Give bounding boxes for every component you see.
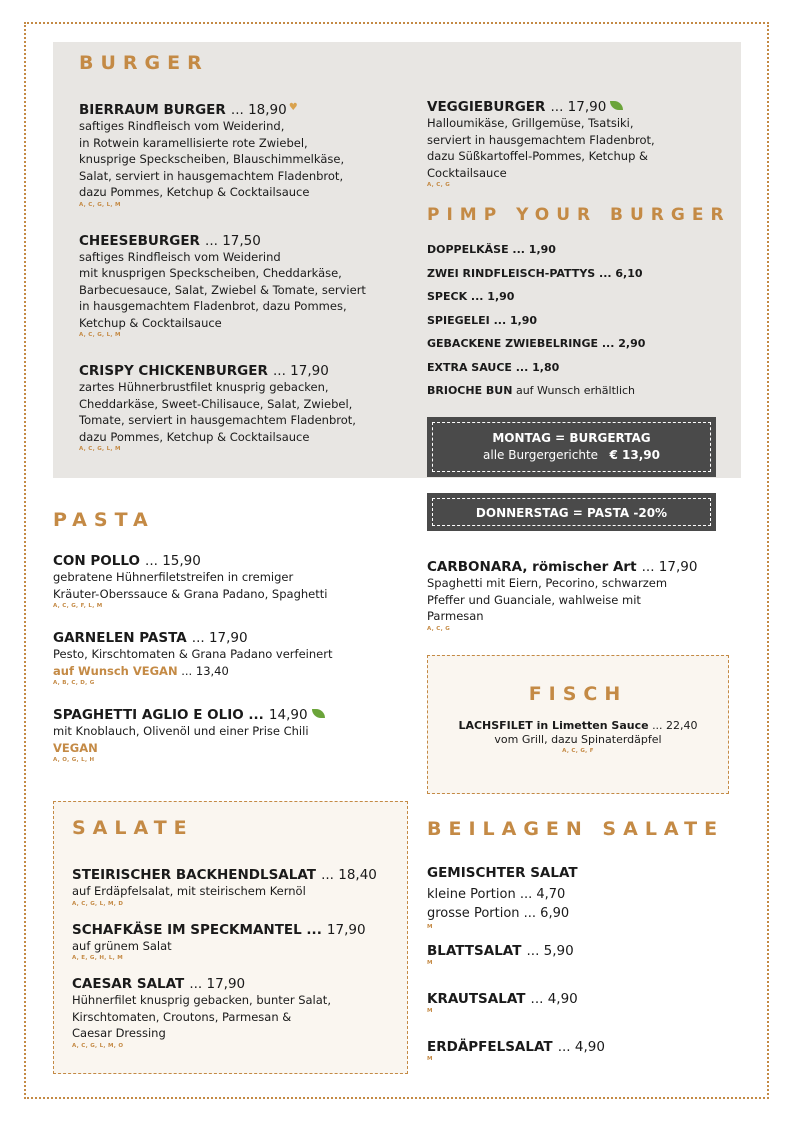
menu-item (427, 865, 727, 930)
item-desc: Tomate, serviert in hausgemachtem Fladenbrot, (79, 413, 356, 427)
allergens: M (427, 1008, 433, 1014)
item-desc: Cocktailsauce (427, 165, 507, 180)
item-price: ... 5,90 (526, 943, 574, 959)
brioche-note: auf Wunsch erhältlich (512, 384, 636, 397)
item-price: ... 15,90 (145, 553, 201, 569)
allergens: A, E, G, H, L, M (72, 955, 124, 961)
menu-item (427, 96, 727, 188)
allergens: M (427, 924, 433, 930)
pimp-item: SPIEGELEI ... 1,90 (427, 313, 538, 327)
donnerstag-inner (432, 498, 711, 526)
allergens: A, C, G, F, L, M (53, 603, 103, 609)
item-desc: Ketchup & Cocktailsauce (79, 315, 222, 330)
heart-icon: ♥ (288, 102, 298, 113)
item-name: CARBONARA, römischer Art (427, 559, 637, 575)
item-price: 14,90 (268, 707, 308, 723)
item-price: ... 4,90 (530, 991, 578, 1007)
item-desc: kleine Portion ... 4,70 (427, 887, 566, 902)
allergens: M (427, 960, 433, 966)
vegan-line (53, 663, 403, 680)
item-desc: mit knusprigen Speckscheiben, Cheddarkäse, (79, 266, 342, 280)
salate-list (72, 864, 402, 1049)
item-desc: grosse Portion ... 6,90 (427, 906, 570, 921)
item-desc: Kirschtomaten, Croutons, Parmesan & (72, 1009, 292, 1024)
allergens: A, C, G, L, M, D (72, 900, 124, 907)
item-desc: in hausgemachtem Fladenbrot, dazu Pommes, (79, 299, 347, 313)
item-name: CAESAR SALAT (72, 976, 185, 992)
item-name: VEGGIEBURGER (427, 99, 546, 115)
allergens: A, C, G (427, 625, 451, 632)
allergens: A, C, G, L, M, O (72, 1042, 124, 1049)
item-price: ... 17,90 (550, 99, 607, 115)
vegan-label: auf Wunsch VEGAN (53, 663, 178, 678)
donnerstag-text: DONNERSTAG = PASTA -20% (475, 506, 668, 520)
item-desc: Hühnerfilet knusprig gebacken, bunter Salat, (72, 993, 331, 1007)
item-price: ... 17,90 (272, 363, 329, 379)
item-price: ... 18,90 (230, 102, 287, 118)
menu-item (72, 864, 402, 907)
item-desc: saftiges Rindfleisch vom Weiderind, (79, 119, 285, 133)
allergens: A, C, G, F (562, 748, 594, 754)
menu-item (427, 988, 727, 1014)
item-desc: dazu Pommes, Ketchup & Cocktailsauce (79, 429, 310, 444)
pimp-item: SPECK ... 1,90 (427, 290, 515, 303)
menu-item (53, 704, 403, 763)
item-name: SPAGHETTI AGLIO E OLIO ... (53, 707, 264, 723)
montag-line2: alle Burgergerichte (483, 448, 599, 462)
item-name: CON POLLO (53, 553, 140, 569)
pimp-item: GEBACKENE ZWIEBELRINGE ... 2,90 (427, 337, 646, 350)
fisch-box (427, 655, 729, 794)
item-desc: knusprige Speckscheiben, Blauschimmelkäse, (79, 152, 345, 166)
allergens: A, O, G, L, H (53, 757, 95, 763)
montag-inner (432, 422, 711, 472)
item-name: ERDÄPFELSALAT (427, 1039, 553, 1055)
item-desc: mit Knoblauch, Olivenöl und einer Prise Chili (53, 724, 309, 738)
item-price: 17,90 (326, 921, 366, 938)
item-name: CHEESEBURGER (79, 232, 200, 249)
fisch-title: FISCH (528, 683, 628, 705)
pasta-left-column (53, 550, 403, 763)
leaf-icon (312, 709, 325, 718)
allergens: A, B, C, D, G (53, 680, 95, 686)
menu-item (79, 360, 414, 452)
item-price: ... 17,90 (641, 559, 698, 575)
item-desc: gebratene Hühnerfiletstreifen in cremiger (53, 570, 294, 584)
item-name: BLATTSALAT (427, 943, 522, 959)
montag-box (427, 417, 716, 477)
pimp-item: DOPPELKÄSE ... 1,90 (427, 243, 556, 256)
item-desc: vom Grill, dazu Spinaterdäpfel (494, 733, 662, 746)
item-desc: Spaghetti mit Eiern, Pecorino, schwarzem (427, 576, 668, 590)
vegan-label: VEGAN (53, 740, 98, 755)
item-desc: Kräuter-Oberssauce & Grana Padano, Spaghetti (53, 586, 328, 601)
item-name: GARNELEN PASTA (53, 630, 187, 646)
item-desc: saftiges Rindfleisch vom Weiderind (79, 249, 281, 264)
montag-line2-wrap (433, 447, 710, 464)
allergens: A, C, G, L, M (79, 332, 121, 338)
menu-item (427, 556, 737, 632)
beilagen-list (427, 865, 727, 1062)
item-desc: dazu Süßkartoffel-Pommes, Ketchup & (427, 149, 648, 163)
burger-right-column (427, 96, 727, 188)
item-desc: dazu Pommes, Ketchup & Cocktailsauce (79, 185, 310, 199)
montag-price: € 13,90 (609, 448, 660, 462)
burger-title: BURGER (79, 52, 209, 74)
vegan-price: ... 13,40 (181, 663, 229, 678)
allergens: M (427, 1056, 433, 1062)
item-desc: Salat, serviert in hausgemachtem Fladenbrot, (79, 168, 344, 183)
item-desc: auf grünem Salat (72, 938, 172, 953)
item-desc: Cheddarkäse, Sweet-Chilisauce, Salat, Zwiebel, (79, 396, 353, 411)
burger-left-column (79, 99, 414, 452)
item-price: ... 22,40 (652, 719, 698, 732)
menu-item (79, 99, 414, 208)
item-name: BIERRAUM BURGER (79, 102, 226, 118)
allergens: A, C, G (427, 182, 451, 188)
item-desc: auf Erdäpfelsalat, mit steirischem Kernöl (72, 884, 306, 898)
item-name: STEIRISCHER BACKHENDLSALAT (72, 867, 316, 883)
item-desc: Barbecuesauce, Salat, Zwiebel & Tomate, serviert (79, 282, 366, 297)
menu-item (72, 919, 402, 962)
item-price: ... 4,90 (557, 1039, 605, 1055)
beilagen-title: BEILAGEN SALATE (427, 818, 725, 840)
item-desc: serviert in hausgemachtem Fladenbrot, (427, 132, 655, 147)
allergens: A, C, G, L, M (79, 201, 121, 208)
montag-line1: MONTAG = BURGERTAG (492, 431, 651, 445)
donnerstag-box (427, 493, 716, 531)
menu-item (53, 550, 403, 609)
brioche-line (427, 384, 727, 408)
salate-title: SALATE (72, 817, 194, 839)
item-desc: Caesar Dressing (72, 1026, 166, 1040)
item-price: ... 17,90 (191, 630, 248, 646)
item-name: KRAUTSALAT (427, 991, 526, 1007)
item-name: SCHAFKÄSE IM SPECKMANTEL ... (72, 921, 322, 938)
item-desc: Pfeffer und Guanciale, wahlweise mit (427, 592, 641, 607)
brioche-name: BRIOCHE BUN (427, 384, 513, 397)
item-desc: Parmesan (427, 609, 484, 623)
item-name: GEMISCHTER SALAT (427, 865, 578, 881)
pimp-title: PIMP YOUR BURGER (427, 205, 731, 225)
item-name: CRISPY CHICKENBURGER (79, 363, 268, 379)
item-price: ... 17,90 (189, 976, 246, 992)
pimp-item: EXTRA SAUCE ... 1,80 (427, 360, 560, 374)
pasta-right-column (427, 556, 737, 632)
menu-item (72, 973, 402, 1049)
leaf-icon (610, 101, 623, 110)
item-name: LACHSFILET in Limetten Sauce (458, 719, 649, 732)
menu-item (79, 230, 414, 339)
pimp-list (427, 243, 727, 408)
menu-item (427, 1036, 727, 1062)
menu-item (427, 940, 727, 966)
item-price: ... 18,40 (321, 867, 377, 883)
salate-box (53, 801, 408, 1074)
pasta-title: PASTA (53, 509, 155, 531)
item-desc: in Rotwein karamellisierte rote Zwiebel, (79, 135, 308, 150)
item-desc: Pesto, Kirschtomaten & Grana Padano verfeinert (53, 647, 333, 661)
item-price: ... 17,50 (205, 232, 261, 249)
allergens: A, C, G, L, M (79, 446, 121, 452)
item-desc: zartes Hühnerbrustfilet knusprig gebacken, (79, 380, 329, 394)
pimp-item: ZWEI RINDFLEISCH-PATTYS ... 6,10 (427, 266, 643, 280)
menu-item (53, 627, 403, 686)
fisch-item (428, 719, 728, 732)
item-desc: Halloumikäse, Grillgemüse, Tsatsiki, (427, 116, 634, 130)
